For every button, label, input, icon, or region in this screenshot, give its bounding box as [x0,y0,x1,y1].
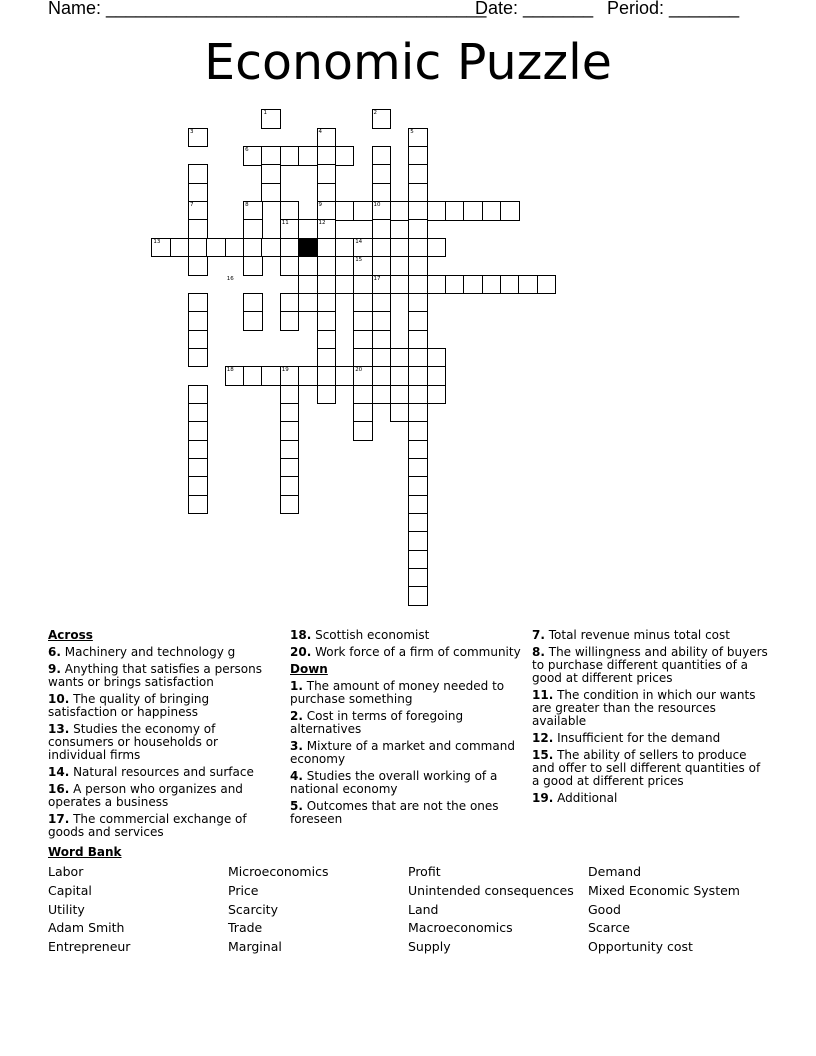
word-bank-item: Profit [408,864,441,879]
grid-cell[interactable] [188,440,208,460]
grid-cell[interactable] [408,458,428,478]
grid-cell[interactable] [317,238,337,258]
grid-cell[interactable] [188,348,208,368]
page-title: Economic Puzzle [204,34,612,91]
grid-cell[interactable] [280,458,300,478]
clue-number: 20 [355,367,363,374]
clue-number-label: 3. [290,739,303,753]
grid-cell[interactable] [537,275,557,295]
grid-cell[interactable] [188,458,208,478]
word-bank-item: Opportunity cost [588,939,693,955]
clue-text: The amount of money needed to purchase something [290,679,505,706]
grid-cell[interactable] [243,293,263,313]
grid-cell[interactable] [243,256,263,276]
word-bank-item: Microeconomics [228,864,329,879]
word-bank-item: Macroeconomics [408,920,513,936]
down-clue [532,749,768,788]
grid-cell[interactable] [317,348,337,368]
word-bank-item: Adam Smith [48,920,125,936]
grid-cell[interactable] [317,311,337,331]
word-bank-item: Labor [48,864,84,879]
clue-number: 1 [263,110,267,117]
clue-number: 12 [318,220,326,227]
grid-cell[interactable] [482,275,502,295]
clue-number-label: 15. [532,748,554,762]
grid-cell[interactable] [372,311,392,331]
grid-cell[interactable] [390,238,410,258]
clue-text: The quality of bringing satisfaction or happiness [48,692,210,719]
grid-cell[interactable] [280,476,300,496]
grid-cell[interactable] [243,238,263,258]
grid-cell[interactable] [427,201,447,221]
grid-cell[interactable] [225,238,245,258]
grid-cell[interactable] [372,385,392,405]
grid-cell[interactable] [280,495,300,515]
grid-cell[interactable] [427,366,447,386]
clue-number: 14 [355,238,363,245]
clue-number: 17 [373,275,381,282]
clue-number-label: 1. [290,679,303,693]
clue-number-label: 19. [532,791,554,805]
grid-cell[interactable] [298,256,318,276]
grid-cell[interactable] [408,164,428,184]
grid-cell[interactable] [335,275,355,295]
clue-number: 13 [153,238,161,245]
word-bank-item: Good [588,901,621,917]
grid-cell[interactable] [408,256,428,276]
word-bank-heading: Word Bank [48,845,122,859]
grid-cell[interactable] [317,293,337,313]
grid-cell[interactable] [243,219,263,239]
clue-text: Machinery and technology g [60,645,236,659]
clue-text: The willingness and ability of buyers to purchase different quantities of a good at different prices [532,645,768,685]
grid-cell[interactable] [335,238,355,258]
grid-cell[interactable] [408,348,428,368]
clue-text: Total revenue minus total cost [544,628,730,642]
down-clue [532,732,768,745]
down-clue [290,740,522,766]
grid-cell[interactable] [372,348,392,368]
grid-cell[interactable] [317,183,337,203]
grid-cell[interactable] [463,201,483,221]
clue-text: Work force of a firm of community [311,645,521,659]
clue-number-label: 16. [48,782,70,796]
clue-text: The commercial exchange of goods and services [48,812,247,839]
grid-cell[interactable] [280,421,300,441]
clue-number-label: 5. [290,799,303,813]
grid-cell[interactable] [408,513,428,533]
grid-cell[interactable] [500,275,520,295]
clue-text: Outcomes that are not the ones foreseen [290,799,499,826]
clue-number-label: 13. [48,722,70,736]
word-bank-item: Marginal [228,939,282,955]
grid-cell[interactable] [408,440,428,460]
grid-cell[interactable] [408,385,428,405]
grid-cell[interactable] [298,275,318,295]
down-clue [532,792,768,805]
grid-cell[interactable] [188,385,208,405]
grid-cell[interactable] [280,385,300,405]
grid-cell[interactable] [372,238,392,258]
clue-number-label: 2. [290,709,303,723]
clue-number-label: 8. [532,645,545,659]
grid-cell[interactable] [243,311,263,331]
grid-cell[interactable] [390,366,410,386]
grid-cell[interactable] [188,311,208,331]
grid-cell[interactable] [280,256,300,276]
across-clue [48,663,280,689]
clue-number-label: 10. [48,692,70,706]
grid-cell[interactable] [372,293,392,313]
clue-number-label: 18. [290,628,312,642]
grid-cell[interactable] [353,201,373,221]
grid-cell[interactable] [188,476,208,496]
grid-cell[interactable] [188,421,208,441]
grid-cell[interactable] [317,164,337,184]
grid-cell[interactable] [500,201,520,221]
word-bank-item: Mixed Economic System [588,882,740,898]
clue-text: Mixture of a market and command economy [290,739,515,766]
clue-text: Insufficient for the demand [553,731,721,745]
grid-cell[interactable] [408,201,428,221]
down-clue [290,770,522,796]
grid-cell[interactable] [372,366,392,386]
grid-cell[interactable] [188,238,208,258]
down-clue [532,629,768,642]
grid-cell[interactable] [408,568,428,588]
word-bank-item: Scarce [588,920,630,936]
grid-cell[interactable] [335,146,355,166]
grid-cell[interactable] [243,366,263,386]
clue-number-label: 6. [48,645,61,659]
clue-text: Anything that satisfies a persons wants or brings satisfaction [48,662,262,689]
grid-cell[interactable] [390,275,410,295]
grid-cell[interactable] [298,293,318,313]
down-clue [532,689,768,728]
word-bank-item: Land [408,901,439,917]
grid-cell[interactable] [298,146,318,166]
clue-text: The ability of sellers to produce and offer to sell different quantities of a good at different prices [532,748,761,788]
clue-number: 9 [318,202,322,209]
grid-cell[interactable] [408,146,428,166]
grid-cell[interactable] [317,385,337,405]
grid-cell[interactable] [188,495,208,515]
blocked-cell [298,238,318,258]
grid-cell[interactable] [188,183,208,203]
grid-cell[interactable] [372,219,392,239]
grid-cell[interactable] [482,201,502,221]
across-clue [48,693,280,719]
word-bank-item: Demand [588,864,642,879]
grid-cell[interactable] [261,238,281,258]
clue-number-label: 7. [532,628,545,642]
down-clue [532,646,768,685]
across-clue [48,766,280,779]
grid-cell[interactable] [463,275,483,295]
grid-cell[interactable] [261,366,281,386]
clue-number: 18 [226,367,234,374]
grid-cell[interactable] [280,403,300,423]
grid-cell[interactable] [298,366,318,386]
grid-cell[interactable] [408,219,428,239]
grid-cell[interactable] [408,275,428,295]
grid-cell[interactable] [280,293,300,313]
grid-cell[interactable] [427,385,447,405]
across-clue [290,646,522,659]
grid-cell[interactable] [408,311,428,331]
grid-cell[interactable] [317,256,337,276]
down-heading: Down [290,662,328,676]
grid-cell[interactable] [353,385,373,405]
word-bank-item: Unintended consequences [408,882,574,898]
clue-text: The condition in which our wants are greater than the resources available [532,688,756,728]
grid-cell[interactable] [390,348,410,368]
period-field[interactable]: Period: _______ [607,0,740,18]
grid-cell[interactable] [188,330,208,350]
grid-cell[interactable] [280,146,300,166]
clue-column-3 [532,629,768,809]
grid-cell[interactable] [408,293,428,313]
clue-number-label: 20. [290,645,312,659]
grid-cell[interactable] [317,330,337,350]
grid-cell[interactable] [390,403,410,423]
clue-text: A person who organizes and operates a business [48,782,243,809]
grid-cell[interactable] [445,275,465,295]
clue-text: Studies the overall working of a national economy [290,769,498,796]
grid-cell[interactable] [206,238,226,258]
grid-cell[interactable] [372,256,392,276]
word-bank-item: Capital [48,882,92,898]
grid-cell[interactable] [427,275,447,295]
grid-cell[interactable] [188,164,208,184]
clue-number: 2 [373,110,378,117]
grid-cell[interactable] [298,219,318,239]
grid-cell[interactable] [408,550,428,570]
date-field[interactable]: Date: _______ [475,0,594,18]
grid-cell[interactable] [317,146,337,166]
grid-cell[interactable] [188,219,208,239]
grid-cell[interactable] [317,366,337,386]
grid-cell[interactable] [408,476,428,496]
word-bank-item: Supply [408,939,451,955]
grid-cell[interactable] [280,311,300,331]
grid-cell[interactable] [408,421,428,441]
clue-number-label: 17. [48,812,70,826]
word-bank-item: Scarcity [228,901,278,917]
grid-cell[interactable] [353,421,373,441]
grid-cell[interactable] [353,293,373,313]
word-bank-item: Entrepreneur [48,939,131,955]
grid-cell[interactable] [427,348,447,368]
name-field[interactable]: Name: ______________________________________ [48,0,487,18]
clue-column-2 [290,629,522,830]
grid-cell[interactable] [188,403,208,423]
grid-cell[interactable] [408,495,428,515]
across-clue [48,723,280,762]
word-bank-item: Price [228,882,259,898]
clue-number: 3 [190,128,194,135]
grid-cell[interactable] [408,366,428,386]
clue-number-label: 14. [48,765,70,779]
down-clue [290,710,522,736]
grid-cell[interactable] [353,275,373,295]
grid-cell[interactable] [353,348,373,368]
grid-cell[interactable] [408,330,428,350]
grid-cell[interactable] [518,275,538,295]
across-clue [290,629,522,642]
grid-cell[interactable] [280,238,300,258]
clue-number: 16 [226,275,234,282]
clue-number: 19 [281,367,289,374]
clue-column-1 [48,629,280,843]
grid-cell[interactable] [317,275,337,295]
clue-number-label: 11. [532,688,554,702]
grid-cell[interactable] [408,531,428,551]
grid-cell[interactable] [445,201,465,221]
grid-cell[interactable] [408,238,428,258]
clue-number-label: 9. [48,662,61,676]
down-clue [290,800,522,826]
clue-text: Additional [553,791,618,805]
clue-number-label: 12. [532,731,554,745]
clue-number: 4 [318,128,322,135]
grid-cell[interactable] [280,201,300,221]
clue-number: 5 [410,128,414,135]
grid-cell[interactable] [372,146,392,166]
word-bank-item: Trade [228,920,263,936]
grid-cell[interactable] [372,330,392,350]
grid-cell[interactable] [408,403,428,423]
grid-cell[interactable] [372,164,392,184]
clue-number: 8 [245,202,249,209]
grid-cell[interactable] [390,201,410,221]
clue-number-label: 4. [290,769,303,783]
clue-text: Cost in terms of foregoing alternatives [290,709,464,736]
grid-cell[interactable] [335,366,355,386]
clue-text: Studies the economy of consumers or households or individual firms [48,722,218,762]
clue-number: 15 [355,257,363,264]
grid-cell[interactable] [170,238,190,258]
grid-cell[interactable] [390,385,410,405]
grid-cell[interactable] [372,183,392,203]
clue-number: 7 [190,202,194,209]
grid-cell[interactable] [353,311,373,331]
grid-cell[interactable] [261,183,281,203]
clue-text: Scottish economist [311,628,430,642]
grid-cell[interactable] [280,440,300,460]
across-clue [48,813,280,839]
grid-cell[interactable] [261,146,281,166]
clue-number: 11 [281,220,289,227]
clue-text: Natural resources and surface [69,765,254,779]
grid-cell[interactable] [188,293,208,313]
grid-cell[interactable] [408,183,428,203]
across-clue [48,646,280,659]
clue-number: 10 [373,202,381,209]
clue-number: 6 [245,147,249,154]
grid-cell[interactable] [353,330,373,350]
grid-cell[interactable] [261,164,281,184]
grid-cell[interactable] [427,238,447,258]
down-clue [290,680,522,706]
grid-cell[interactable] [408,586,428,606]
word-bank-item: Utility [48,901,85,917]
grid-cell[interactable] [335,201,355,221]
grid-cell[interactable] [188,256,208,276]
across-clue [48,783,280,809]
grid-cell[interactable] [353,403,373,423]
across-heading: Across [48,628,93,642]
